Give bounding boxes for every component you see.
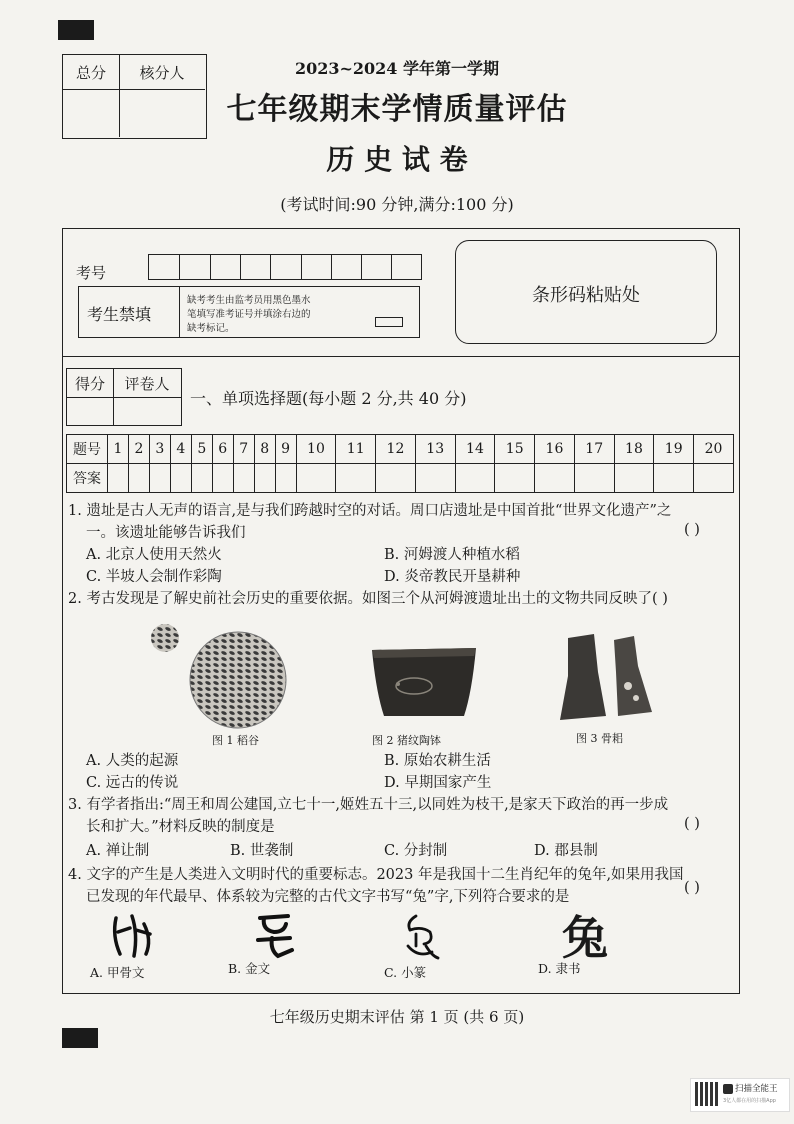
q1-option-b[interactable]: B. 河姆渡人种植水稻: [384, 547, 520, 563]
term-label: 2023~2024 学年第一学期: [294, 59, 500, 78]
bone-spade-figure: [554, 632, 664, 724]
grid-q-number: 12: [376, 435, 416, 464]
bronze-script-glyph: [254, 910, 298, 960]
scanner-tagline: 3亿人都在用的扫描App: [723, 1098, 776, 1104]
page-title: 七年级期末学情质量评估: [226, 92, 568, 127]
scanner-logo-icon: [723, 1084, 733, 1094]
q1-option-d[interactable]: D. 炎帝教民开垦耕种: [384, 569, 521, 585]
answer-grid: [66, 434, 734, 493]
page-footer: 七年级历史期末评估 第 1 页 (共 6 页): [269, 1008, 525, 1026]
grid-q-number: 13: [415, 435, 455, 464]
q2-option-d[interactable]: D. 早期国家产生: [384, 775, 492, 791]
q3-stem-2: 长和扩大。”材料反映的制度是: [86, 819, 275, 835]
answer-cell[interactable]: [415, 464, 455, 493]
q3-option-a[interactable]: A. 禅让制: [86, 843, 150, 859]
grid-q-number: 20: [694, 435, 734, 464]
absence-mark-box[interactable]: [375, 317, 403, 327]
answer-cell[interactable]: [654, 464, 694, 493]
q4-answer-paren: ( ): [684, 880, 700, 896]
pig-pottery-figure: [368, 642, 480, 722]
section-divider: [62, 356, 740, 357]
answer-cell[interactable]: [128, 464, 149, 493]
q3-option-c[interactable]: C. 分封制: [384, 843, 448, 859]
section-score-box: [66, 368, 182, 426]
grid-q-number: 19: [654, 435, 694, 464]
grid-q-number: 16: [535, 435, 575, 464]
q1-answer-paren: ( ): [684, 522, 700, 538]
answer-cell[interactable]: [149, 464, 170, 493]
barcode-area: [455, 240, 717, 344]
grid-q-number: 15: [495, 435, 535, 464]
qr-code-icon: [695, 1082, 719, 1106]
q4-option-a[interactable]: A. 甲骨文: [90, 965, 145, 980]
q1-stem-1: 1. 遗址是古人无声的语言,是与我们跨越时空的对话。周口店遗址是中国首批“世界文化遗产”之: [68, 503, 672, 519]
q1-stem-2: 一。该遗址能够告诉我们: [86, 525, 246, 541]
barcode-label: 条形码粘贴处: [532, 285, 640, 306]
q4-option-d[interactable]: D. 隶书: [538, 961, 581, 976]
exam-number-field[interactable]: [148, 254, 422, 280]
q2-option-c[interactable]: C. 远古的传说: [86, 775, 179, 791]
grid-q-number: 3: [149, 435, 170, 464]
grid-q-number: 1: [108, 435, 129, 464]
total-score-label: 总分: [75, 63, 106, 82]
oracle-bone-glyph: [108, 910, 158, 960]
answer-cell[interactable]: [233, 464, 254, 493]
answer-cell[interactable]: [495, 464, 535, 493]
grid-q-number: 11: [336, 435, 376, 464]
forbidden-note-3: 缺考标记。: [187, 323, 235, 334]
grid-q-number: 4: [170, 435, 191, 464]
answer-cell[interactable]: [574, 464, 614, 493]
grid-q-number: 18: [614, 435, 654, 464]
subject-title: 历 史 试 卷: [326, 143, 468, 176]
registration-mark-bottom: [62, 1028, 98, 1048]
registration-mark-top: [58, 20, 94, 40]
answer-cell[interactable]: [191, 464, 212, 493]
q3-option-d[interactable]: D. 郡县制: [534, 843, 598, 859]
section-title: 一、单项选择题(每小题 2 分,共 40 分): [190, 389, 467, 408]
scanner-name: 扫描全能王: [735, 1084, 778, 1094]
grid-a-label: 答案: [67, 464, 108, 493]
forbidden-note-2: 笔填写准考证号并填涂右边的: [187, 309, 311, 320]
rice-grains-figure: [148, 620, 288, 730]
q3-option-b[interactable]: B. 世袭制: [230, 843, 294, 859]
section-score-label: 得分: [74, 374, 105, 393]
grid-q-number: 6: [212, 435, 233, 464]
answer-cell[interactable]: [376, 464, 416, 493]
answer-cell[interactable]: [108, 464, 129, 493]
fig2-caption: 图 2 猪纹陶钵: [372, 734, 441, 747]
grid-q-number: 5: [191, 435, 212, 464]
answer-cell[interactable]: [614, 464, 654, 493]
forbidden-box: [78, 286, 420, 338]
grid-q-number: 9: [275, 435, 296, 464]
grid-q-number: 10: [296, 435, 336, 464]
q1-option-c[interactable]: C. 半坡人会制作彩陶: [86, 569, 222, 585]
answer-cell[interactable]: [170, 464, 191, 493]
q1-option-a[interactable]: A. 北京人使用天然火: [86, 547, 222, 563]
q3-answer-paren: ( ): [684, 816, 700, 832]
grid-q-number: 2: [128, 435, 149, 464]
checker-label: 核分人: [139, 63, 185, 82]
fig3-caption: 图 3 骨耜: [576, 732, 623, 745]
q4-option-b[interactable]: B. 金文: [228, 961, 271, 976]
answer-cell[interactable]: [212, 464, 233, 493]
grid-q-number: 8: [254, 435, 275, 464]
answer-cell[interactable]: [336, 464, 376, 493]
answer-cell[interactable]: [694, 464, 734, 493]
q4-stem-2: 已发现的年代最早、体系较为完整的古代文字书写“兔”字,下列符合要求的是: [86, 889, 570, 905]
grid-q-number: 17: [574, 435, 614, 464]
grid-q-label: 题号: [67, 435, 108, 464]
answer-cell[interactable]: [455, 464, 495, 493]
exam-info: (考试时间:90 分钟,满分:100 分): [280, 195, 514, 214]
answer-cell[interactable]: [296, 464, 336, 493]
q2-stem-1: 2. 考古发现是了解史前社会历史的重要依据。如图三个从河姆渡遗址出土的文物共同反映了( ): [68, 591, 668, 607]
section-reviewer-label: 评卷人: [124, 374, 170, 393]
grid-q-number: 7: [233, 435, 254, 464]
q3-stem-1: 3. 有学者指出:“周王和周公建国,立七十一,姬姓五十三,以同姓为枝干,是家天下政治的再一步成: [68, 797, 669, 813]
q2-option-b[interactable]: B. 原始农耕生活: [384, 753, 491, 769]
forbidden-note-1: 缺考考生由监考员用黑色墨水: [187, 295, 311, 306]
answer-cell[interactable]: [275, 464, 296, 493]
forbidden-label: 考生禁填: [87, 305, 152, 324]
grid-q-number: 14: [455, 435, 495, 464]
fig1-caption: 图 1 稻谷: [212, 734, 259, 747]
small-seal-glyph: [402, 912, 442, 962]
q2-option-a[interactable]: A. 人类的起源: [86, 753, 179, 769]
answer-cell[interactable]: [254, 464, 275, 493]
answer-cell[interactable]: [535, 464, 575, 493]
q4-stem-1: 4. 文字的产生是人类进入文明时代的重要标志。2023 年是我国十二生肖纪年的兔年,如果用我国: [68, 867, 684, 883]
scanner-watermark: [690, 1078, 790, 1112]
exam-number-label: 考号: [76, 264, 107, 282]
q4-option-c[interactable]: C. 小篆: [384, 965, 427, 980]
clerical-script-glyph: 兔: [562, 911, 608, 965]
